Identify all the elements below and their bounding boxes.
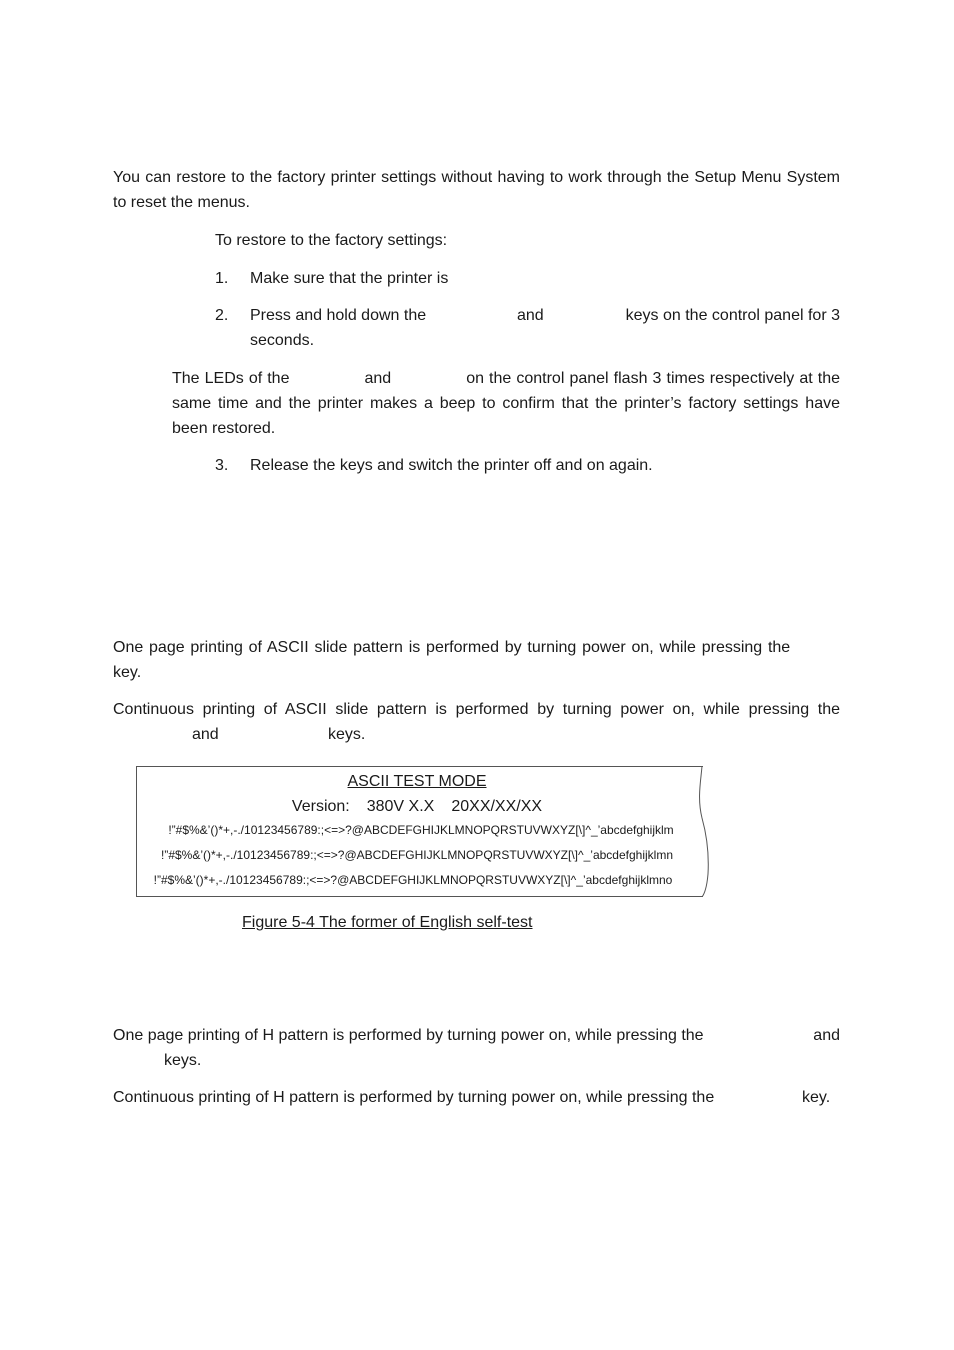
restore-intro-paragraph: You can restore to the factory printer settings without having to work through the Setup Menu System to reset the menus.: [113, 169, 840, 211]
test-line-1: !”#$%&’()*+,-./10123456789:;<=>?@ABCDEFGHIJKLMNOPQRSTUVWXYZ[\]^_’abcdefghijklm: [168, 823, 674, 837]
step-2-text-part1: Press and hold down the: [250, 307, 427, 324]
ascii-continuous-and: and: [192, 726, 219, 743]
ascii-one-page-part2: key.: [113, 664, 142, 681]
step-2-text-part3: seconds.: [250, 332, 315, 349]
step-2: [215, 303, 840, 353]
step-1-number: 1.: [215, 270, 229, 287]
h-one-page-and: and: [813, 1027, 840, 1044]
h-one-page-part2: keys.: [164, 1052, 202, 1069]
ascii-continuous-part1: Continuous printing of ASCII slide pattern is performed by turning power on, while pressing the: [113, 701, 840, 718]
h-one-page-part1: One page printing of H pattern is performed by turning power on, while pressing the: [113, 1027, 704, 1044]
step-2-number: 2.: [215, 307, 229, 324]
ascii-test-printout: [136, 766, 703, 897]
test-line-3: !”#$%&’()*+,-./10123456789:;<=>?@ABCDEFGHIJKLMNOPQRSTUVWXYZ[\]^_’abcdefghijklmno: [153, 873, 673, 887]
test-version: [137, 794, 697, 819]
step-3-number: 3.: [215, 457, 229, 474]
leds-and: and: [364, 370, 392, 387]
step-3-text: Release the keys and switch the printer off and on again.: [250, 457, 653, 474]
test-version-label: Version:: [291, 798, 350, 815]
leds-paragraph: [172, 366, 840, 441]
h-continuous-paragraph: [113, 1085, 840, 1110]
test-version-date: 20XX/XX/XX: [451, 798, 543, 815]
ascii-one-page-paragraph: [113, 635, 840, 685]
test-version-value: 380V X.X: [366, 798, 435, 815]
leds-text-part2: on the control panel flash 3 times respectively at the same time and the printer makes a beep to confirm that the printer’s factory settings have been restored.: [172, 370, 840, 437]
h-continuous-part1: Continuous printing of H pattern is performed by turning power on, while pressing the: [113, 1089, 715, 1106]
leds-text-part1: The LEDs of the: [172, 370, 290, 387]
ascii-continuous-paragraph: [113, 697, 840, 747]
test-title: ASCII TEST MODE: [347, 773, 487, 790]
step-2-text-part2: keys on the control panel for 3: [625, 307, 840, 324]
step-2-and: and: [517, 307, 544, 324]
h-continuous-part2: key.: [802, 1089, 831, 1106]
restore-lead: To restore to the factory settings:: [215, 232, 448, 249]
ascii-continuous-part2: keys.: [328, 726, 366, 743]
h-one-page-paragraph: [113, 1023, 840, 1073]
ascii-one-page-part1: One page printing of ASCII slide pattern is performed by turning power on, while pressing the: [113, 639, 791, 656]
step-1-text: Make sure that the printer is: [250, 270, 449, 287]
test-line-2: !”#$%&’()*+,-./10123456789:;<=>?@ABCDEFGHIJKLMNOPQRSTUVWXYZ[\]^_’abcdefghijklmn: [160, 848, 673, 862]
figure-caption: Figure 5-4 The former of English self-test: [242, 914, 533, 931]
